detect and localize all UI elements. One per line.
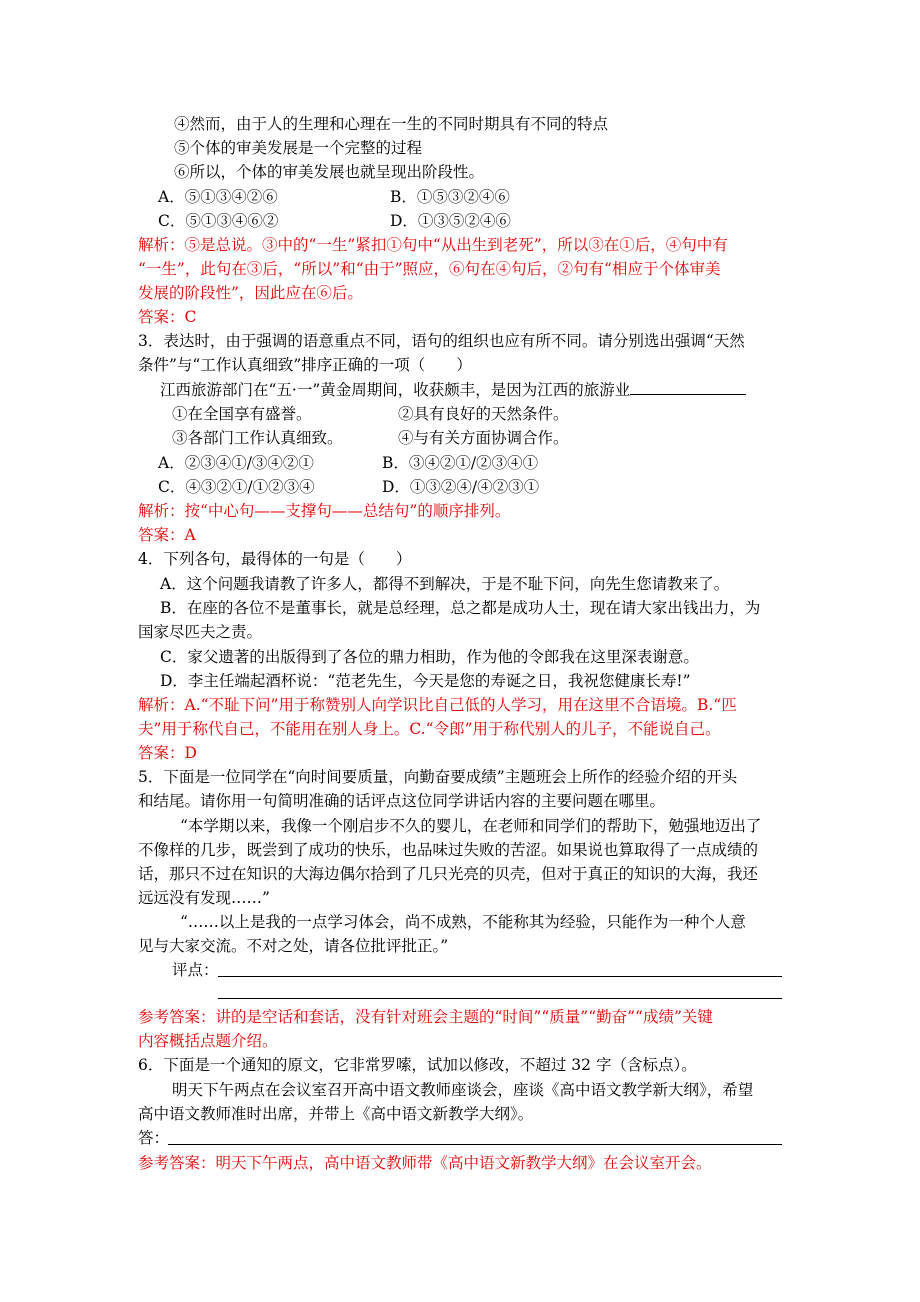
q5-quote-line: 远远没有发现……” <box>138 889 270 907</box>
q2-option-d: D．①③⑤②④⑥ <box>390 212 511 230</box>
q4-analysis-line: 夫”用于称代自己，不能用在别人身上。C.“令郎”用于称代别人的儿子，不能说自己。 <box>138 720 721 738</box>
q2-analysis-line: “一生”，此句在③后，“所以”和“由于”照应，⑥句在④句后，②句有“相应于个体审美 <box>138 260 721 278</box>
q4-option-b: B．在座的各位不是董事长，就是总经理，总之都是成功人士，现在请大家出钱出力，为 <box>160 599 761 617</box>
q3-item-4: ④与有关方面协调合作。 <box>398 429 569 447</box>
q2-option-a: A．⑤①③④②⑥ <box>158 188 278 206</box>
q5-comment-label: 评点： <box>172 961 219 979</box>
comment-answer-line[interactable] <box>218 998 782 999</box>
q5-quote-line: “本学期以来，我像一个刚启步不久的婴儿，在老师和同学们的帮助下，勉强地迈出了 <box>180 817 762 835</box>
q3-option-d: D．①③②④/④②③① <box>382 478 540 496</box>
blank-line <box>630 378 746 395</box>
q5-quote-line: 见与大家交流。不对之处，请各位批评批正。” <box>138 937 449 955</box>
q3-option-c: C．④③②①/①②③④ <box>158 478 315 496</box>
q4-analysis-line: 解析：A.“不耻下问”用于称赞别人向学识比自己低的人学习，用在这里不合语境。B.“匹 <box>138 696 737 714</box>
q4-answer: 答案：D <box>138 744 197 762</box>
q5-stem: 和结尾。请你用一句简明准确的话评点这位同学讲话内容的主要问题在哪里。 <box>138 792 666 810</box>
q4-option-c: C．家父遗著的出版得到了各位的鼎力相助，作为他的令郎我在这里深表谢意。 <box>160 648 699 666</box>
q3-option-b: B．③④②①/②③④① <box>382 454 539 472</box>
q4-option-d: D．李主任端起酒杯说：“范老先生，今天是您的寿诞之日，我祝您健康长寿!” <box>160 672 691 690</box>
q3-prompt: 江西旅游部门在“五·一”黄金周期间，收获颇丰，是因为江西的旅游业 <box>160 378 746 402</box>
q3-stem: 3．表达时，由于强调的语意重点不同，语句的组织也应有所不同。请分别选出强调“天然 <box>138 332 745 350</box>
q2-option-b: B．①⑤③②④⑥ <box>390 188 510 206</box>
q3-item-3: ③各部门工作认真细致。 <box>172 429 343 447</box>
q5-reference-line: 内容概括点题介绍。 <box>138 1032 278 1050</box>
q4-stem: 4．下列各句，最得体的一句是（ ） <box>138 550 412 568</box>
q3-stem: 条件”与“工作认真细致”排序正确的一项（ ） <box>138 356 472 374</box>
q3-option-a: A．②③④①/③④②① <box>158 454 314 472</box>
sentence-6: ⑥所以，个体的审美发展也就呈现出阶段性。 <box>174 163 485 181</box>
q3-item-1: ①在全国享有盛誉。 <box>172 405 312 423</box>
q2-answer: 答案：C <box>138 308 197 326</box>
q6-reference: 参考答案：明天下午两点，高中语文教师带《高中语文新教学大纲》在会议室开会。 <box>138 1154 712 1172</box>
q3-analysis: 解析：按“中心句——支撑句——总结句”的顺序排列。 <box>138 502 511 520</box>
q6-stem: 6．下面是一个通知的原文，它非常罗嗦，试加以修改，不超过 32 字（含标点）。 <box>138 1056 697 1074</box>
q5-quote-line: 不像样的几步，既尝到了成功的快乐，也品味过失败的苦涩。如果说也算取得了一点成绩的 <box>138 841 759 859</box>
sentence-4: ④然而，由于人的生理和心理在一生的不同时期具有不同的特点 <box>174 115 609 133</box>
q6-notice-line: 明天下午两点在会议室召开高中语文教师座谈会，座谈《高中语文教学新大纲》，希望 <box>172 1081 754 1099</box>
q2-option-c: C．⑤①③④⑥② <box>158 212 279 230</box>
q5-stem: 5．下面是一位同学在“向时间要质量，向勤奋要成绩”主题班会上所作的经验介绍的开头 <box>138 768 738 786</box>
q3-item-2: ②具有良好的天然条件。 <box>398 405 569 423</box>
q5-quote-line: 话，那只不过在知识的大海边偶尔拾到了几只光亮的贝壳，但对于真正的知识的大海，我还 <box>138 865 759 883</box>
q6-answer-label: 答： <box>138 1129 170 1147</box>
q4-option-a: A．这个问题我请教了许多人，都得不到解决，于是不耻下问，向先生您请教来了。 <box>160 575 730 593</box>
sentence-5: ⑤个体的审美发展是一个完整的过程 <box>174 139 423 157</box>
q5-quote-line: “……以上是我的一点学习体会，尚不成熟，不能称其为经验，只能作为一种个人意 <box>180 913 746 931</box>
q5-reference-line: 参考答案：讲的是空话和套话，没有针对班会主题的“时间”“质量”“勤奋”“成绩”关键 <box>138 1008 713 1026</box>
q2-analysis-line: 发展的阶段性”，因此应在⑥后。 <box>138 284 363 302</box>
q6-answer-line[interactable] <box>168 1144 782 1145</box>
q4-option-b-continued: 国家尽匹夫之责。 <box>138 623 263 641</box>
q6-notice-line: 高中语文教师准时出席，并带上《高中语文新教学大纲》。 <box>138 1105 534 1123</box>
q2-analysis-line: 解析：⑤是总说。③中的“一生”紧扣①句中“从出生到老死”，所以③在①后，④句中有 <box>138 236 728 254</box>
q3-answer: 答案：A <box>138 526 196 544</box>
comment-answer-line[interactable] <box>218 976 782 977</box>
